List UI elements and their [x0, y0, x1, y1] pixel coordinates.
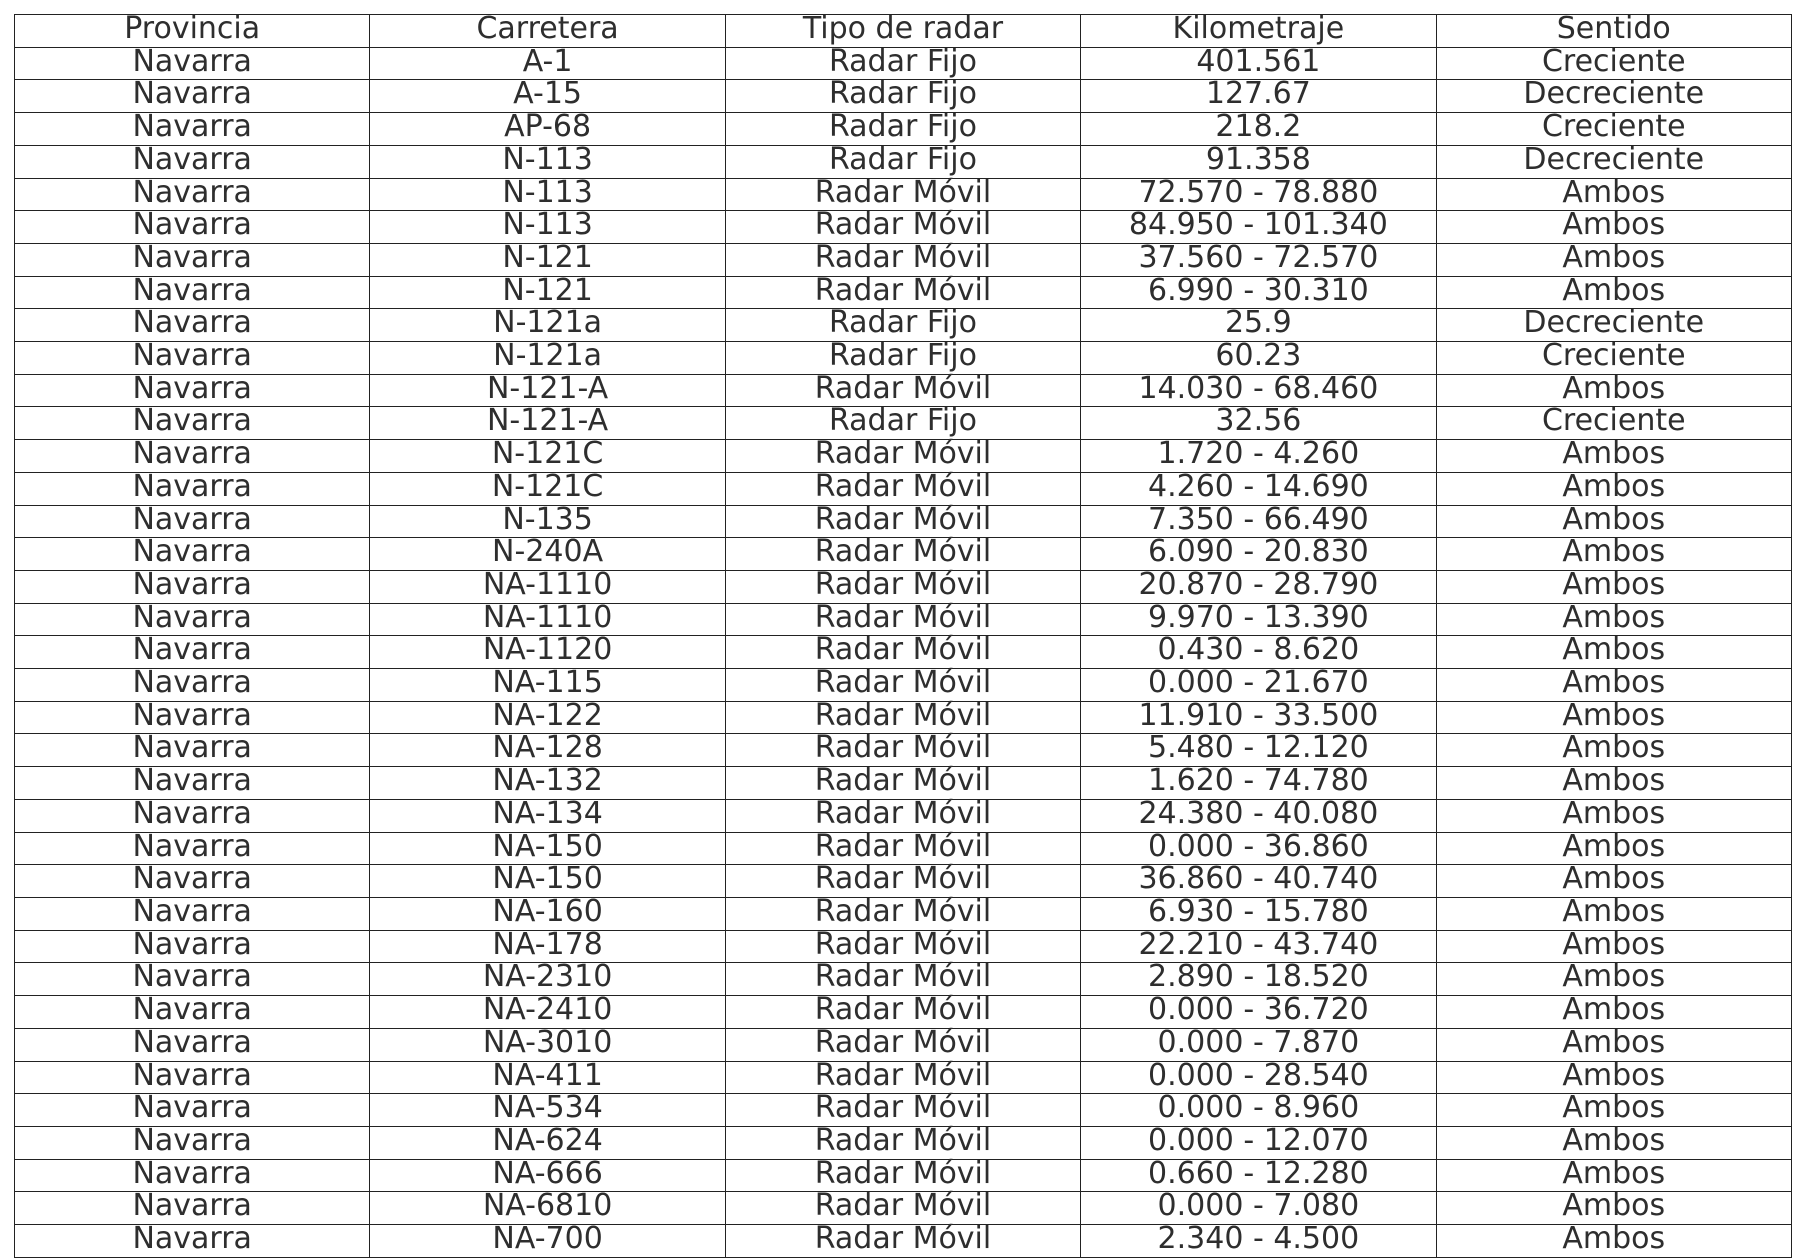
cell-kilometraje: 0.000 - 36.860 [1081, 832, 1436, 865]
cell-tipo-de-radar: Radar Móvil [725, 178, 1080, 211]
cell-tipo-de-radar: Radar Fijo [725, 80, 1080, 113]
cell-tipo-de-radar: Radar Móvil [725, 865, 1080, 898]
cell-provincia: Navarra [15, 374, 370, 407]
cell-tipo-de-radar: Radar Móvil [725, 832, 1080, 865]
cell-sentido: Ambos [1436, 930, 1791, 963]
cell-sentido: Ambos [1436, 440, 1791, 473]
cell-provincia: Navarra [15, 472, 370, 505]
table-row [15, 538, 1792, 571]
cell-provincia: Navarra [15, 1192, 370, 1225]
cell-kilometraje: 2.340 - 4.500 [1081, 1225, 1436, 1258]
header-cell-sentido: Sentido [1436, 15, 1791, 48]
cell-carretera: N-113 [370, 145, 725, 178]
cell-carretera: N-121C [370, 440, 725, 473]
cell-provincia: Navarra [15, 1028, 370, 1061]
cell-sentido: Ambos [1436, 701, 1791, 734]
table-row [15, 407, 1792, 440]
cell-sentido: Creciente [1436, 113, 1791, 146]
cell-sentido: Creciente [1436, 47, 1791, 80]
cell-kilometraje: 84.950 - 101.340 [1081, 211, 1436, 244]
table-row [15, 1126, 1792, 1159]
cell-provincia: Navarra [15, 211, 370, 244]
cell-provincia: Navarra [15, 570, 370, 603]
cell-carretera: NA-150 [370, 865, 725, 898]
cell-provincia: Navarra [15, 178, 370, 211]
cell-tipo-de-radar: Radar Móvil [725, 799, 1080, 832]
cell-kilometraje: 218.2 [1081, 113, 1436, 146]
cell-sentido: Ambos [1436, 669, 1791, 702]
cell-kilometraje: 0.000 - 7.080 [1081, 1192, 1436, 1225]
cell-carretera: N-121C [370, 472, 725, 505]
cell-tipo-de-radar: Radar Móvil [725, 440, 1080, 473]
cell-kilometraje: 0.000 - 21.670 [1081, 669, 1436, 702]
cell-carretera: NA-666 [370, 1159, 725, 1192]
cell-carretera: N-121-A [370, 374, 725, 407]
cell-kilometraje: 0.000 - 7.870 [1081, 1028, 1436, 1061]
cell-provincia: Navarra [15, 1159, 370, 1192]
table-row [15, 472, 1792, 505]
cell-sentido: Ambos [1436, 832, 1791, 865]
table-row [15, 570, 1792, 603]
cell-carretera: N-113 [370, 178, 725, 211]
cell-sentido: Ambos [1436, 1192, 1791, 1225]
cell-kilometraje: 11.910 - 33.500 [1081, 701, 1436, 734]
cell-sentido: Decreciente [1436, 309, 1791, 342]
table-row [15, 701, 1792, 734]
cell-carretera: NA-700 [370, 1225, 725, 1258]
cell-carretera: NA-1110 [370, 603, 725, 636]
cell-provincia: Navarra [15, 440, 370, 473]
table-row [15, 211, 1792, 244]
table-row [15, 669, 1792, 702]
cell-sentido: Creciente [1436, 407, 1791, 440]
cell-tipo-de-radar: Radar Fijo [725, 309, 1080, 342]
table-row [15, 897, 1792, 930]
cell-sentido: Ambos [1436, 211, 1791, 244]
cell-kilometraje: 6.990 - 30.310 [1081, 276, 1436, 309]
table-row [15, 505, 1792, 538]
table-row [15, 243, 1792, 276]
table-row [15, 1192, 1792, 1225]
cell-sentido: Ambos [1436, 374, 1791, 407]
cell-sentido: Ambos [1436, 767, 1791, 800]
cell-provincia: Navarra [15, 80, 370, 113]
cell-tipo-de-radar: Radar Fijo [725, 407, 1080, 440]
cell-tipo-de-radar: Radar Móvil [725, 996, 1080, 1029]
cell-provincia: Navarra [15, 1126, 370, 1159]
cell-tipo-de-radar: Radar Móvil [725, 1061, 1080, 1094]
cell-kilometraje: 401.561 [1081, 47, 1436, 80]
cell-provincia: Navarra [15, 669, 370, 702]
table-row [15, 440, 1792, 473]
cell-kilometraje: 1.620 - 74.780 [1081, 767, 1436, 800]
cell-provincia: Navarra [15, 603, 370, 636]
cell-provincia: Navarra [15, 1094, 370, 1127]
cell-tipo-de-radar: Radar Fijo [725, 47, 1080, 80]
cell-kilometraje: 36.860 - 40.740 [1081, 865, 1436, 898]
table-header-row [15, 15, 1792, 48]
cell-kilometraje: 14.030 - 68.460 [1081, 374, 1436, 407]
cell-kilometraje: 60.23 [1081, 342, 1436, 375]
cell-sentido: Ambos [1436, 1126, 1791, 1159]
cell-carretera: A-15 [370, 80, 725, 113]
cell-sentido: Ambos [1436, 603, 1791, 636]
cell-sentido: Ambos [1436, 1028, 1791, 1061]
header-cell-provincia: Provincia [15, 15, 370, 48]
cell-kilometraje: 24.380 - 40.080 [1081, 799, 1436, 832]
cell-provincia: Navarra [15, 930, 370, 963]
cell-provincia: Navarra [15, 963, 370, 996]
cell-kilometraje: 2.890 - 18.520 [1081, 963, 1436, 996]
header-cell-carretera: Carretera [370, 15, 725, 48]
cell-tipo-de-radar: Radar Móvil [725, 505, 1080, 538]
table-row [15, 1028, 1792, 1061]
cell-tipo-de-radar: Radar Móvil [725, 1028, 1080, 1061]
radar-table [14, 11, 1792, 1258]
cell-sentido: Ambos [1436, 538, 1791, 571]
table-row [15, 113, 1792, 146]
cell-sentido: Ambos [1436, 734, 1791, 767]
cell-carretera: NA-115 [370, 669, 725, 702]
table-row [15, 865, 1792, 898]
cell-tipo-de-radar: Radar Móvil [725, 276, 1080, 309]
cell-kilometraje: 4.260 - 14.690 [1081, 472, 1436, 505]
cell-tipo-de-radar: Radar Móvil [725, 897, 1080, 930]
cell-sentido: Ambos [1436, 1061, 1791, 1094]
cell-carretera: N-121a [370, 342, 725, 375]
cell-sentido: Ambos [1436, 472, 1791, 505]
cell-provincia: Navarra [15, 538, 370, 571]
table-row [15, 145, 1792, 178]
cell-tipo-de-radar: Radar Móvil [725, 767, 1080, 800]
cell-provincia: Navarra [15, 1225, 370, 1258]
cell-kilometraje: 25.9 [1081, 309, 1436, 342]
cell-carretera: NA-128 [370, 734, 725, 767]
cell-kilometraje: 32.56 [1081, 407, 1436, 440]
cell-tipo-de-radar: Radar Móvil [725, 1225, 1080, 1258]
cell-sentido: Ambos [1436, 799, 1791, 832]
cell-provincia: Navarra [15, 767, 370, 800]
cell-kilometraje: 7.350 - 66.490 [1081, 505, 1436, 538]
cell-sentido: Ambos [1436, 178, 1791, 211]
table-row [15, 309, 1792, 342]
cell-kilometraje: 0.660 - 12.280 [1081, 1159, 1436, 1192]
cell-tipo-de-radar: Radar Fijo [725, 145, 1080, 178]
cell-provincia: Navarra [15, 407, 370, 440]
cell-tipo-de-radar: Radar Móvil [725, 963, 1080, 996]
cell-kilometraje: 6.930 - 15.780 [1081, 897, 1436, 930]
cell-kilometraje: 0.000 - 12.070 [1081, 1126, 1436, 1159]
cell-carretera: NA-1110 [370, 570, 725, 603]
cell-tipo-de-radar: Radar Móvil [725, 1094, 1080, 1127]
header-cell-kilometraje: Kilometraje [1081, 15, 1436, 48]
table-row [15, 342, 1792, 375]
table-row [15, 374, 1792, 407]
cell-sentido: Ambos [1436, 1094, 1791, 1127]
cell-carretera: NA-411 [370, 1061, 725, 1094]
cell-sentido: Decreciente [1436, 80, 1791, 113]
cell-provincia: Navarra [15, 342, 370, 375]
cell-carretera: NA-132 [370, 767, 725, 800]
table-row [15, 734, 1792, 767]
cell-provincia: Navarra [15, 897, 370, 930]
cell-provincia: Navarra [15, 309, 370, 342]
cell-carretera: N-121-A [370, 407, 725, 440]
cell-carretera: NA-2410 [370, 996, 725, 1029]
table-row [15, 832, 1792, 865]
cell-tipo-de-radar: Radar Móvil [725, 538, 1080, 571]
table-row [15, 1094, 1792, 1127]
cell-tipo-de-radar: Radar Móvil [725, 701, 1080, 734]
cell-provincia: Navarra [15, 243, 370, 276]
cell-provincia: Navarra [15, 47, 370, 80]
cell-provincia: Navarra [15, 113, 370, 146]
header-cell-tipo-de-radar: Tipo de radar [725, 15, 1080, 48]
cell-tipo-de-radar: Radar Móvil [725, 374, 1080, 407]
cell-carretera: NA-6810 [370, 1192, 725, 1225]
table-header [15, 11, 1792, 48]
cell-provincia: Navarra [15, 276, 370, 309]
cell-sentido: Ambos [1436, 897, 1791, 930]
cell-tipo-de-radar: Radar Móvil [725, 930, 1080, 963]
cell-tipo-de-radar: Radar Móvil [725, 1126, 1080, 1159]
cell-tipo-de-radar: Radar Fijo [725, 113, 1080, 146]
table-row [15, 80, 1792, 113]
cell-provincia: Navarra [15, 701, 370, 734]
table-row [15, 767, 1792, 800]
table-row [15, 1159, 1792, 1192]
cell-kilometraje: 20.870 - 28.790 [1081, 570, 1436, 603]
cell-tipo-de-radar: Radar Móvil [725, 734, 1080, 767]
cell-sentido: Ambos [1436, 1159, 1791, 1192]
cell-kilometraje: 91.358 [1081, 145, 1436, 178]
cell-provincia: Navarra [15, 734, 370, 767]
table-row [15, 963, 1792, 996]
cell-sentido: Ambos [1436, 505, 1791, 538]
cell-tipo-de-radar: Radar Móvil [725, 1192, 1080, 1225]
cell-sentido: Ambos [1436, 636, 1791, 669]
cell-carretera: NA-1120 [370, 636, 725, 669]
cell-kilometraje: 37.560 - 72.570 [1081, 243, 1436, 276]
cell-sentido: Ambos [1436, 996, 1791, 1029]
cell-kilometraje: 72.570 - 78.880 [1081, 178, 1436, 211]
cell-tipo-de-radar: Radar Móvil [725, 669, 1080, 702]
table-row [15, 636, 1792, 669]
table-row [15, 930, 1792, 963]
table-row [15, 47, 1792, 80]
cell-sentido: Ambos [1436, 570, 1791, 603]
cell-kilometraje: 5.480 - 12.120 [1081, 734, 1436, 767]
cell-sentido: Ambos [1436, 1225, 1791, 1258]
table-row [15, 178, 1792, 211]
cell-carretera: NA-624 [370, 1126, 725, 1159]
cell-kilometraje: 0.000 - 28.540 [1081, 1061, 1436, 1094]
cell-carretera: N-113 [370, 211, 725, 244]
table-row [15, 1061, 1792, 1094]
cell-carretera: A-1 [370, 47, 725, 80]
cell-sentido: Ambos [1436, 865, 1791, 898]
cell-tipo-de-radar: Radar Móvil [725, 1159, 1080, 1192]
cell-provincia: Navarra [15, 145, 370, 178]
cell-kilometraje: 1.720 - 4.260 [1081, 440, 1436, 473]
cell-sentido: Ambos [1436, 243, 1791, 276]
cell-provincia: Navarra [15, 996, 370, 1029]
cell-carretera: NA-160 [370, 897, 725, 930]
cell-carretera: NA-534 [370, 1094, 725, 1127]
cell-kilometraje: 0.000 - 36.720 [1081, 996, 1436, 1029]
cell-provincia: Navarra [15, 636, 370, 669]
cell-tipo-de-radar: Radar Fijo [725, 342, 1080, 375]
cell-carretera: NA-150 [370, 832, 725, 865]
cell-carretera: N-135 [370, 505, 725, 538]
cell-provincia: Navarra [15, 832, 370, 865]
cell-sentido: Decreciente [1436, 145, 1791, 178]
cell-tipo-de-radar: Radar Móvil [725, 243, 1080, 276]
cell-carretera: NA-122 [370, 701, 725, 734]
cell-kilometraje: 9.970 - 13.390 [1081, 603, 1436, 636]
cell-tipo-de-radar: Radar Móvil [725, 211, 1080, 244]
cell-carretera: NA-178 [370, 930, 725, 963]
cell-tipo-de-radar: Radar Móvil [725, 603, 1080, 636]
cell-provincia: Navarra [15, 505, 370, 538]
cell-kilometraje: 127.67 [1081, 80, 1436, 113]
cell-kilometraje: 22.210 - 43.740 [1081, 930, 1436, 963]
table-row [15, 799, 1792, 832]
cell-provincia: Navarra [15, 865, 370, 898]
cell-carretera: NA-134 [370, 799, 725, 832]
table-row [15, 996, 1792, 1029]
cell-sentido: Creciente [1436, 342, 1791, 375]
cell-carretera: N-121a [370, 309, 725, 342]
table-body [15, 43, 1792, 1257]
cell-tipo-de-radar: Radar Móvil [725, 570, 1080, 603]
cell-provincia: Navarra [15, 1061, 370, 1094]
cell-carretera: N-121 [370, 243, 725, 276]
cell-carretera: NA-3010 [370, 1028, 725, 1061]
table-row [15, 276, 1792, 309]
table-row [15, 603, 1792, 636]
cell-provincia: Navarra [15, 799, 370, 832]
cell-carretera: N-121 [370, 276, 725, 309]
cell-sentido: Ambos [1436, 963, 1791, 996]
cell-kilometraje: 0.000 - 8.960 [1081, 1094, 1436, 1127]
cell-tipo-de-radar: Radar Móvil [725, 636, 1080, 669]
cell-kilometraje: 0.430 - 8.620 [1081, 636, 1436, 669]
cell-tipo-de-radar: Radar Móvil [725, 472, 1080, 505]
cell-carretera: AP-68 [370, 113, 725, 146]
cell-kilometraje: 6.090 - 20.830 [1081, 538, 1436, 571]
cell-carretera: NA-2310 [370, 963, 725, 996]
table-row [15, 1225, 1792, 1258]
cell-sentido: Ambos [1436, 276, 1791, 309]
cell-carretera: N-240A [370, 538, 725, 571]
